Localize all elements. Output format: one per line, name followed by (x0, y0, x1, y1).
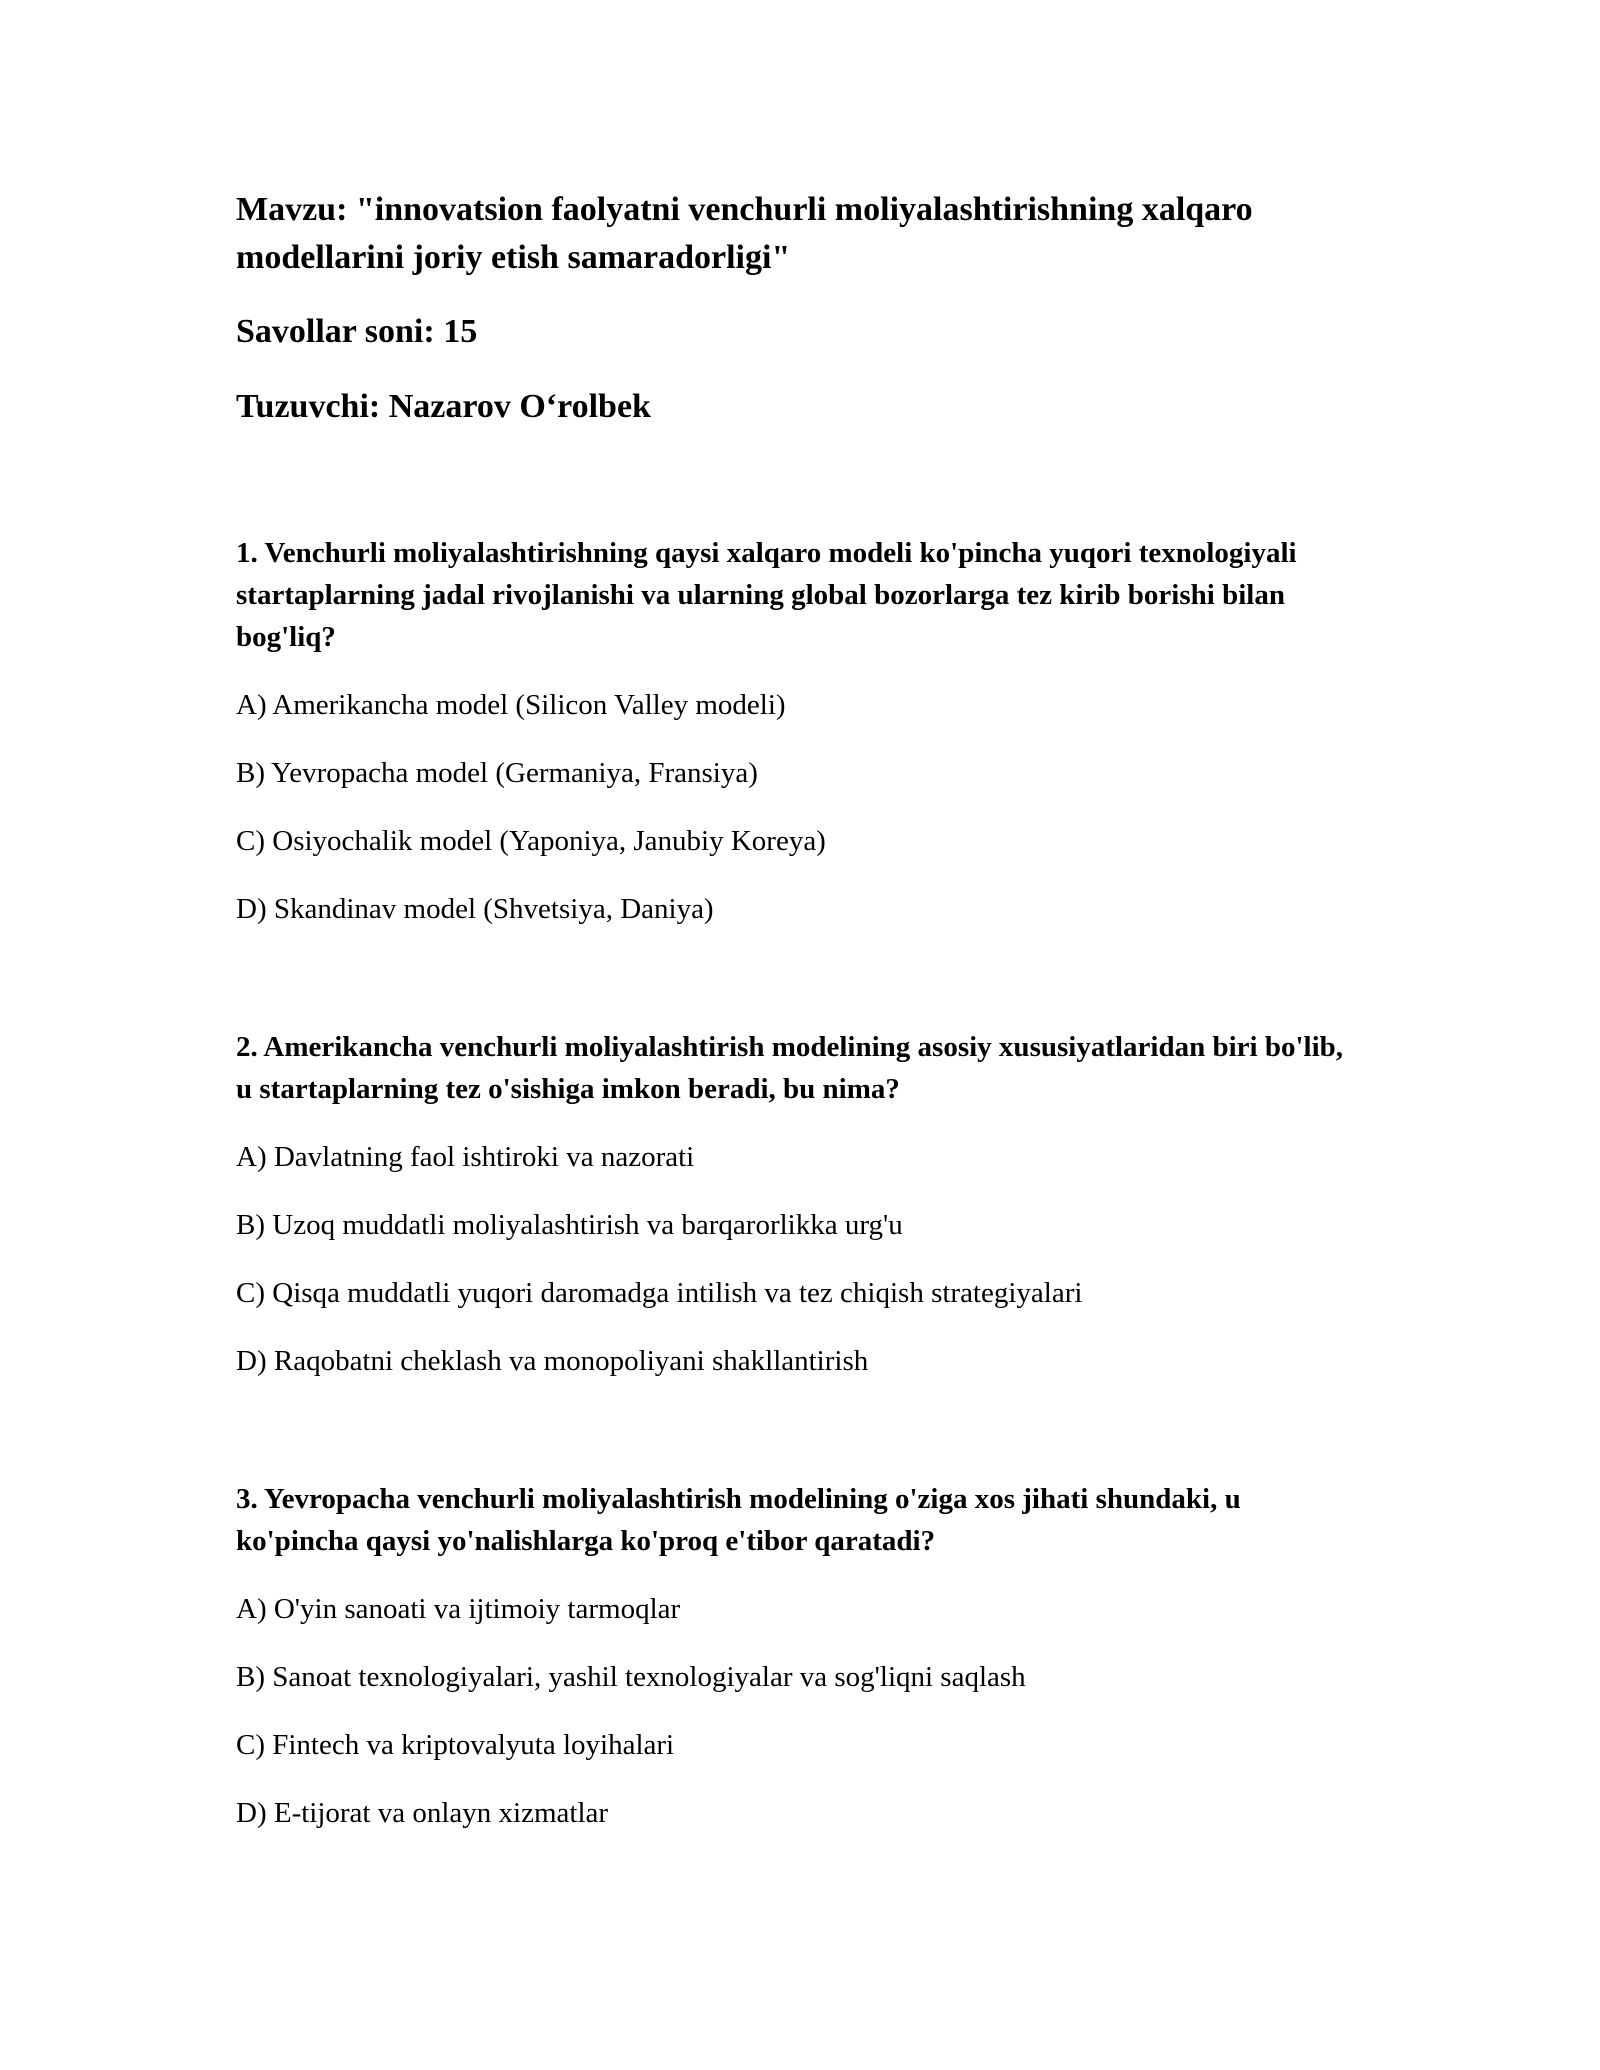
option-c: C) Fintech va kriptovalyuta loyihalari (236, 1729, 675, 1761)
question-text: 2. Amerikancha venchurli moliyalashtirish modelining asosiy xususiyatlaridan biri bo'lib, u startaplarning tez o'sishiga imkon beradi, bu nima? (236, 1031, 1344, 1105)
question-block-1 (236, 532, 1366, 930)
option-d: D) Skandinav model (Shvetsiya, Daniya) (236, 893, 714, 925)
option-a: A) Amerikancha model (Silicon Valley modeli) (236, 689, 786, 721)
question-text: 1. Venchurli moliyalashtirishning qaysi xalqaro modeli ko'pincha yuqori texnologiyali startaplarning jadal rivojlanishi va ularning global bozorlarga tez kirib borishi bilan bog'liq? (236, 537, 1297, 653)
option-d: D) Raqobatni cheklash va monopoliyani shakllantirish (236, 1345, 869, 1377)
document-title: Mavzu: "innovatsion faolyatni venchurli moliyalashtirishning xalqaro modellarini joriy etish samaradorligi" (236, 191, 1253, 276)
option-d: D) E-tijorat va onlayn xizmatlar (236, 1797, 609, 1829)
option-a: A) Davlatning faol ishtiroki va nazorati (236, 1141, 695, 1173)
option-b: B) Sanoat texnologiyalari, yashil texnologiyalar va sog'liqni saqlash (236, 1661, 1026, 1693)
option-a: A) O'yin sanoati va ijtimoiy tarmoqlar (236, 1593, 681, 1625)
author-line: Tuzuvchi: Nazarov O‘rolbek (236, 388, 651, 425)
option-b: B) Uzoq muddatli moliyalashtirish va barqarorlikka urg'u (236, 1209, 903, 1241)
question-block-2 (236, 1026, 1366, 1382)
option-c: C) Osiyochalik model (Yaponiya, Janubiy Koreya) (236, 825, 826, 857)
option-b: B) Yevropacha model (Germaniya, Fransiya) (236, 757, 758, 789)
question-block-3 (236, 1478, 1366, 1834)
option-c: C) Qisqa muddatli yuqori daromadga intilish va tez chiqish strategiyalari (236, 1277, 1083, 1309)
question-text: 3. Yevropacha venchurli moliyalashtirish modelining o'ziga xos jihati shundaki, u ko'pincha qaysi yo'nalishlarga ko'proq e'tibor qaratadi? (236, 1483, 1241, 1557)
document-page (236, 186, 1366, 1834)
question-count: Savollar soni: 15 (236, 313, 478, 350)
